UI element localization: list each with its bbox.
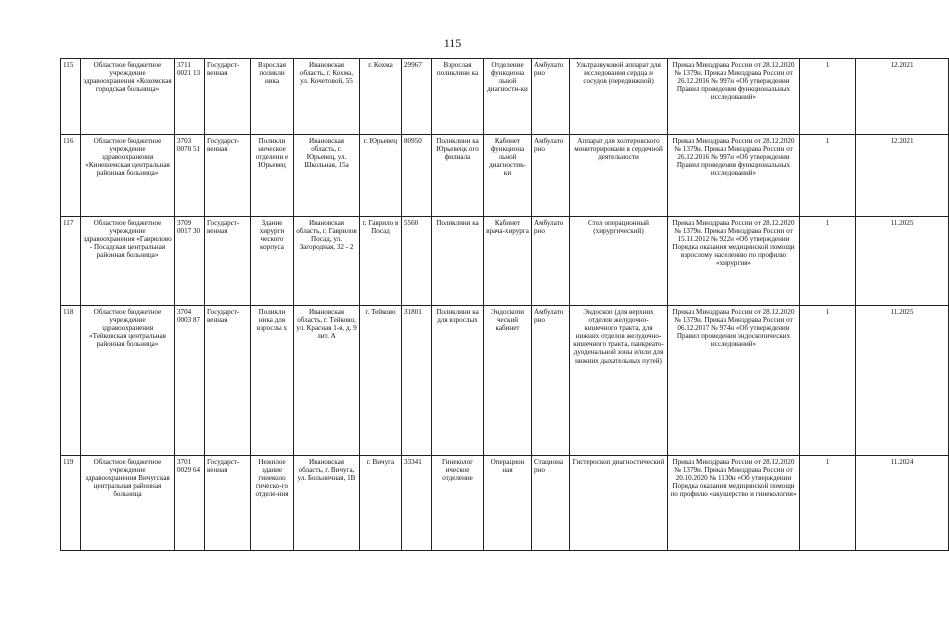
- unit-cell: Поликлини ка: [432, 217, 484, 306]
- equipment-cell: Аппарат для холтеровского мониторировани я сердечной деятельности: [570, 135, 668, 217]
- department-cell: Эндоскопи ческий кабинет: [484, 306, 532, 456]
- unit-cell: Поликлини ка для взрослых: [432, 306, 484, 456]
- row-number-cell: 116: [61, 135, 81, 217]
- number-cell: 31801: [402, 306, 432, 456]
- equipment-cell: Гистероскоп диагностический: [570, 456, 668, 551]
- code-cell: 3704 0003 87: [175, 306, 205, 456]
- department-cell: Операцион ная: [484, 456, 532, 551]
- code-cell: 3701 0029 64: [175, 456, 205, 551]
- ownership-form-cell: Государст-венная: [205, 217, 251, 306]
- building-cell: Взрослая поликли ника: [251, 59, 294, 135]
- department-cell: Кабинет врача-хирурга: [484, 217, 532, 306]
- unit-cell: Взрослая поликлини ка: [432, 59, 484, 135]
- number-cell: 5560: [402, 217, 432, 306]
- row-number-cell: 117: [61, 217, 81, 306]
- department-cell: Отделение функциона льной диагности-ки: [484, 59, 532, 135]
- city-cell: г. Гаврило в Посад: [360, 217, 402, 306]
- equipment-cell: Стол операционный (хирургический): [570, 217, 668, 306]
- building-cell: Поликли ника для взрослы х: [251, 306, 294, 456]
- number-cell: 33341: [402, 456, 432, 551]
- equipment-cell: Ультразвуковой аппарат для исследования сердца и сосудов (передвижной): [570, 59, 668, 135]
- table-row: [61, 306, 949, 456]
- order-cell: Приказ Минздрава России от 28.12.2020 № 1379н. Приказ Минздрава России от 26.12.2016 № 997н «Об утверждении Правил проведения функциональных исследований»: [668, 135, 800, 217]
- ownership-form-cell: Государст-венная: [205, 135, 251, 217]
- care-type-cell: Амбулато рно: [532, 217, 570, 306]
- care-type-cell: Амбулато рно: [532, 59, 570, 135]
- institution-name-cell: Областное бюджетное учреждение здравоохранения «Гаврилово - Посадская центральная районная больница»: [81, 217, 175, 306]
- date-cell: 12.2021: [856, 135, 949, 217]
- code-cell: 3703 0070 51: [175, 135, 205, 217]
- number-cell: 80950: [402, 135, 432, 217]
- order-cell: Приказ Минздрава России от 28.12.2020 № 1379н. Приказ Минздрава России от 06.12.2017 № 974н «Об утверждении Правил проведения эндоскопических исследований»: [668, 306, 800, 456]
- equipment-cell: Эндоскоп (для верхних отделов желудочно-кишечного тракта, для нижних отделов желудочно-кишечного тракта, панкреато-дуоденальной зоны и/или для нижних дыхательных путей): [570, 306, 668, 456]
- department-cell: Кабинет функциона льной диагностик-ки: [484, 135, 532, 217]
- address-cell: Ивановская область, г. Кохма, ул. Кочетовой, 55: [294, 59, 360, 135]
- city-cell: г. Тейково: [360, 306, 402, 456]
- quantity-cell: 1: [800, 217, 856, 306]
- table-row: [61, 59, 949, 135]
- date-cell: 11.2024: [856, 456, 949, 551]
- table-row: [61, 217, 949, 306]
- institution-name-cell: Областное бюджетное учреждение здравоохранения «Тейковская центральная районная больница»: [81, 306, 175, 456]
- number-cell: 29967: [402, 59, 432, 135]
- institution-name-cell: Областное бюджетное учреждение здравоохранения «Кохомская городская больница»: [81, 59, 175, 135]
- quantity-cell: 1: [800, 456, 856, 551]
- building-cell: Здание хирурги ческого корпуса: [251, 217, 294, 306]
- ownership-form-cell: Государст-венная: [205, 306, 251, 456]
- ownership-form-cell: Государст-венная: [205, 456, 251, 551]
- building-cell: Нежилое здание гинеколо гическо-го отделе-ния: [251, 456, 294, 551]
- table-row: [61, 135, 949, 217]
- row-number-cell: 119: [61, 456, 81, 551]
- order-cell: Приказ Минздрава России от 28.12.2020 № 1379н. Приказ Минздрава России от 26.12.2016 № 997н «Об утверждении Правил проведения функциональных исследований»: [668, 59, 800, 135]
- city-cell: г. Кохма: [360, 59, 402, 135]
- page-number: 115: [443, 36, 462, 50]
- row-number-cell: 118: [61, 306, 81, 456]
- quantity-cell: 1: [800, 306, 856, 456]
- quantity-cell: 1: [800, 135, 856, 217]
- city-cell: г. Юрьевец: [360, 135, 402, 217]
- date-cell: 11.2025: [856, 306, 949, 456]
- address-cell: Ивановская область, г. Гаврилов Посад, ул. Загородная, 32 - 2: [294, 217, 360, 306]
- equipment-registry-table: [60, 58, 949, 551]
- unit-cell: Поликлини ка Юрьевецк ого филиала: [432, 135, 484, 217]
- institution-name-cell: Областное бюджетное учреждение здравоохранения «Кинешемская центральная районная больница»: [81, 135, 175, 217]
- code-cell: 3709 0017 30: [175, 217, 205, 306]
- care-type-cell: Амбулато рно: [532, 135, 570, 217]
- row-number-cell: 115: [61, 59, 81, 135]
- city-cell: г. Вичуга: [360, 456, 402, 551]
- order-cell: Приказ Минздрава России от 28.12.2020 № 1379н. Приказ Минздрава России от 15.11.2012 № 922н «Об утверждении Порядка оказания медицинской помощи взрослому населению по профилю «хирургия»: [668, 217, 800, 306]
- address-cell: Ивановская область, г. Вичуга, ул. Больничная, 1В: [294, 456, 360, 551]
- table-row: [61, 456, 949, 551]
- address-cell: Ивановская область, г. Тейково, ул. Красная 1-я, д. 9 лит. А: [294, 306, 360, 456]
- quantity-cell: 1: [800, 59, 856, 135]
- code-cell: 3711 0021 13: [175, 59, 205, 135]
- date-cell: 12.2021: [856, 59, 949, 135]
- unit-cell: Гинеколог ическое отделение: [432, 456, 484, 551]
- ownership-form-cell: Государст-венная: [205, 59, 251, 135]
- institution-name-cell: Областное бюджетное учреждение здравоохранения Вичугская центральная районная больница: [81, 456, 175, 551]
- care-type-cell: Стациона рно: [532, 456, 570, 551]
- order-cell: Приказ Минздрава России от 28.12.2020 № 1379н. Приказ Минздрава России от 20.10.2020 № 1130н «Об утверждении Порядка оказания медицинской помощи по профилю «акушерство и гинекология»: [668, 456, 800, 551]
- building-cell: Поликли ническое отделени е Юрьевец: [251, 135, 294, 217]
- address-cell: Ивановская область, г. Юрьевец, ул. Школьная, 15а: [294, 135, 360, 217]
- date-cell: 11.2025: [856, 217, 949, 306]
- care-type-cell: Амбулато рно: [532, 306, 570, 456]
